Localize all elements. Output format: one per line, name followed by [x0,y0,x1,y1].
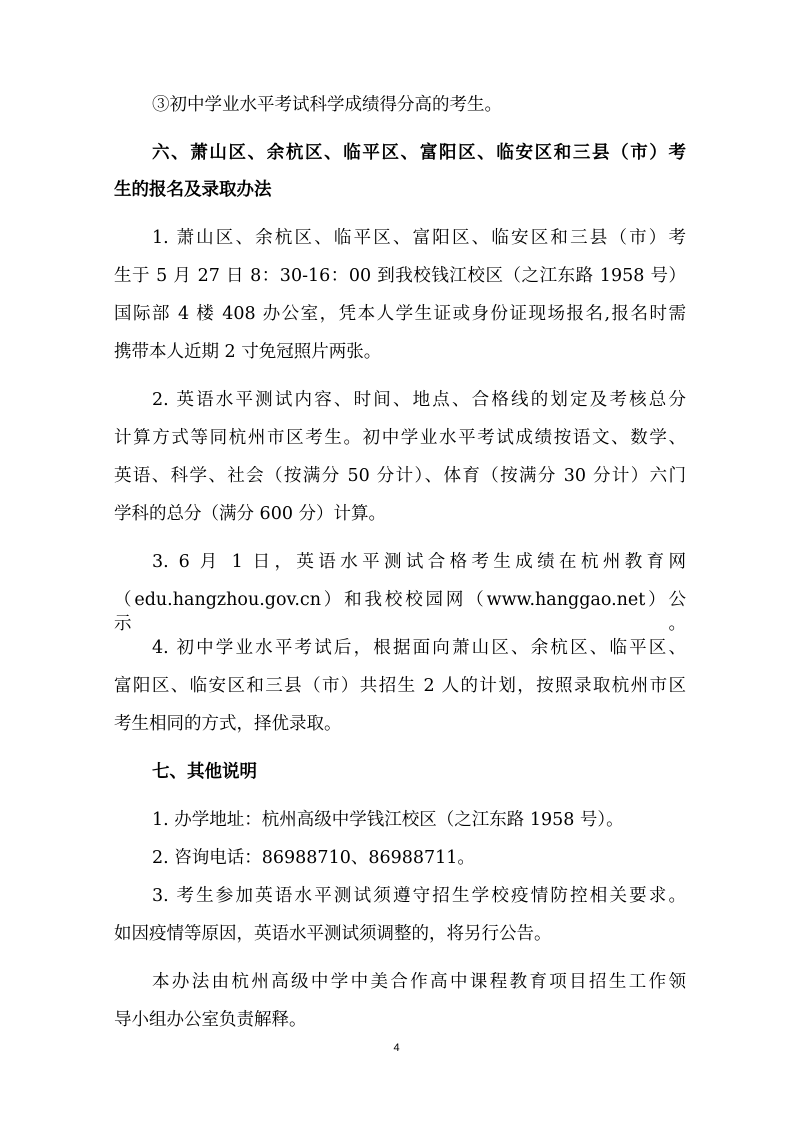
paragraph-line: ③初中学业水平考试科学成绩得分高的考生。 [152,95,502,115]
paragraph-line: 如因疫情等原因，英语水平测试须调整的，将另行公告。 [114,924,552,944]
section-heading: 七、其他说明 [152,762,257,782]
page-number: 4 [393,1042,400,1054]
paragraph-line: 1. 萧山区、余杭区、临平区、富阳区、临安区和三县（市）考 [152,228,686,248]
paragraph-line: （edu.hangzhou.gov.cn）和我校校园网（www.hanggao.net）公示。 [114,590,686,634]
paragraph-line: 本办法由杭州高级中学中美合作高中课程教育项目招生工作领 [152,972,686,992]
paragraph-line: 2. 英语水平测试内容、时间、地点、合格线的划定及考核总分 [152,390,686,410]
paragraph-line: 3. 考生参加英语水平测试须遵守招生学校疫情防控相关要求。 [152,886,686,906]
paragraph-line: 生于 5 月 27 日 8：30-16：00 到我校钱江校区（之江东路 1958 号） [114,266,686,286]
paragraph-line: 考生相同的方式，择优录取。 [114,714,342,734]
paragraph-line: 计算方式等同杭州市区考生。初中学业水平考试成绩按语文、数学、 [114,428,686,448]
paragraph-line: 2. 咨询电话：86988710、86988711。 [152,848,475,868]
paragraph-line: 携带本人近期 2 寸免冠照片两张。 [114,342,382,362]
paragraph-line: 英语、科学、社会（按满分 50 分计）、体育（按满分 30 分计）六门 [114,466,686,486]
paragraph-line: 国际部 4 楼 408 办公室，凭本人学生证或身份证现场报名,报名时需 [114,304,686,324]
paragraph-line: 富阳区、临安区和三县（市）共招生 2 人的计划，按照录取杭州市区 [114,676,686,696]
section-heading: 六、萧山区、余杭区、临平区、富阳区、临安区和三县（市）考 [152,143,686,163]
paragraph-line: 学科的总分（满分 600 分）计算。 [114,504,387,524]
paragraph-line: 3. 6 月 1 日，英语水平测试合格考生成绩在杭州教育网 [152,552,686,572]
section-heading-continued: 生的报名及录取办法 [114,180,272,200]
paragraph-line: 导小组办公室负责解释。 [114,1010,307,1030]
paragraph-line: 4. 初中学业水平考试后，根据面向萧山区、余杭区、临平区、 [152,638,686,658]
paragraph-line: 1. 办学地址：杭州高级中学钱江校区（之江东路 1958 号）。 [152,810,624,830]
